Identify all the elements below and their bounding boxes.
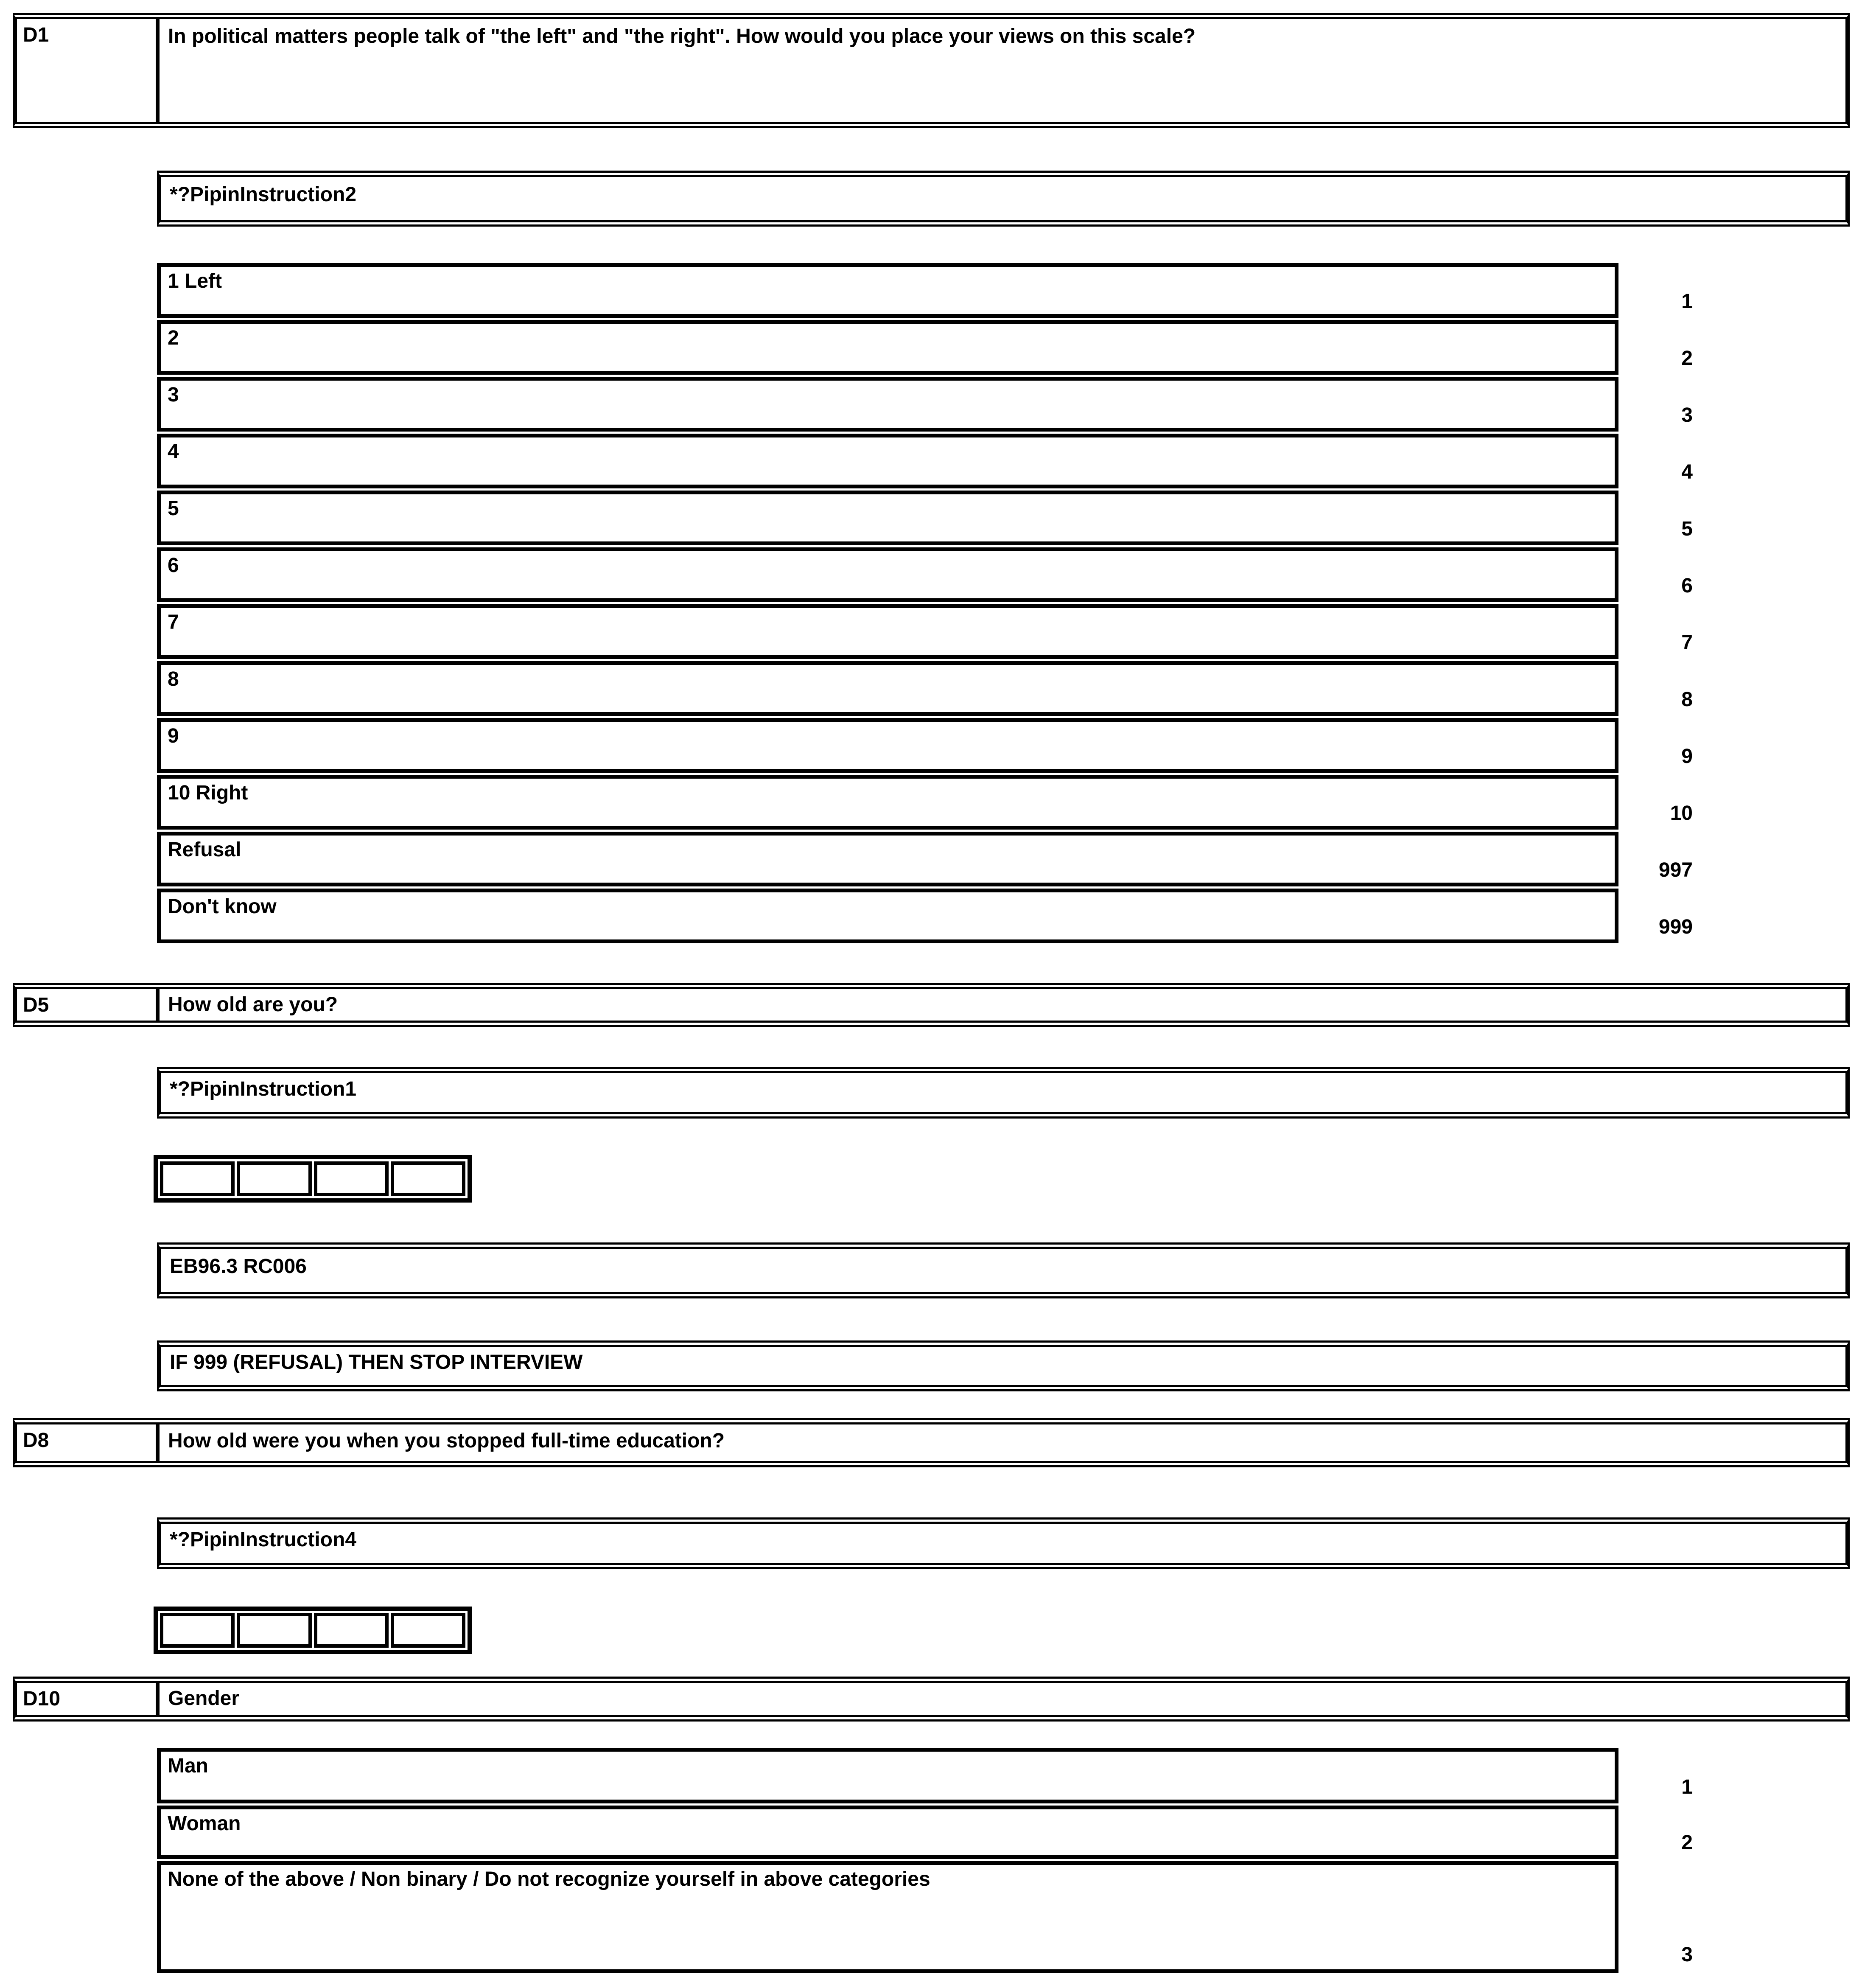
question-box-d1 [13,13,1850,128]
option-code-7: 7 [1681,631,1693,654]
instruction-box-d8 [157,1517,1850,1569]
d1-options-table [157,263,1618,943]
answer-cell [237,1613,311,1648]
question-box-d8 [13,1418,1850,1467]
d8-answer-boxes [154,1607,472,1654]
answer-cell [391,1613,465,1648]
answer-cell [314,1613,389,1648]
option-code-9: 9 [1681,745,1693,768]
routing-note-box-d5 [157,1340,1850,1391]
question-id-d1: D1 [17,19,160,122]
option-row-9: 9 [157,718,1618,773]
instruction-box-d5 [157,1067,1850,1119]
gender-code-2: 2 [1681,1831,1693,1854]
question-box-d5 [13,983,1850,1027]
answer-cell [160,1161,235,1196]
d1-codes-column [1618,263,1699,945]
answer-cell [237,1161,311,1196]
option-code-1: 1 [1681,290,1693,313]
source-note-text: EB96.3 RC006 [170,1255,307,1278]
question-id-d5: D5 [17,989,160,1021]
option-code-6: 6 [1681,575,1693,597]
option-row-1-left: 1 Left [157,263,1618,318]
d10-options-table [157,1748,1618,1973]
source-note-box-d5 [157,1242,1850,1298]
gender-code-3: 3 [1681,1943,1693,1966]
option-row-10-right: 10 Right [157,775,1618,830]
option-row-dontknow: Don't know [157,889,1618,943]
option-row-4: 4 [157,434,1618,488]
option-code-5: 5 [1681,518,1693,540]
question-text-d10: Gender [168,1687,240,1710]
question-id-d10: D10 [17,1683,160,1715]
option-code-8: 8 [1681,688,1693,711]
question-box-d10 [13,1677,1850,1722]
option-row-6: 6 [157,547,1618,602]
answer-cell [160,1613,235,1648]
option-row-refusal: Refusal [157,832,1618,886]
question-id-d8: D8 [17,1424,160,1461]
instruction-text-d1: *?PipinInstruction2 [170,183,357,206]
option-row-none-of-the-above: None of the above / Non binary / Do not recognize yourself in above categories [157,1861,1618,1973]
option-row-man: Man [157,1748,1618,1803]
option-row-7: 7 [157,604,1618,659]
option-code-997: 997 [1658,859,1693,881]
option-code-3: 3 [1681,404,1693,426]
answer-cell [391,1161,465,1196]
gender-code-1: 1 [1681,1776,1693,1798]
option-code-10: 10 [1670,802,1693,824]
option-row-2: 2 [157,320,1618,375]
question-text-d5: How old are you? [168,993,338,1016]
option-row-3: 3 [157,377,1618,432]
question-text-d8: How old were you when you stopped full-time education? [168,1430,725,1452]
option-code-2: 2 [1681,347,1693,370]
option-row-5: 5 [157,491,1618,545]
d10-codes-column [1618,1748,1699,1973]
d5-answer-boxes [154,1155,472,1203]
answer-cell [314,1161,389,1196]
option-code-999: 999 [1658,916,1693,938]
instruction-text-d5: *?PipinInstruction1 [170,1078,357,1100]
question-text-d1: In political matters people talk of "the left" and "the right". How would you place your views on this scale? [168,25,1196,48]
instruction-box-d1 [157,171,1850,227]
option-row-8: 8 [157,661,1618,716]
option-row-woman: Woman [157,1806,1618,1859]
routing-note-text: IF 999 (REFUSAL) THEN STOP INTERVIEW [170,1351,583,1374]
option-code-4: 4 [1681,461,1693,483]
instruction-text-d8: *?PipinInstruction4 [170,1528,357,1551]
